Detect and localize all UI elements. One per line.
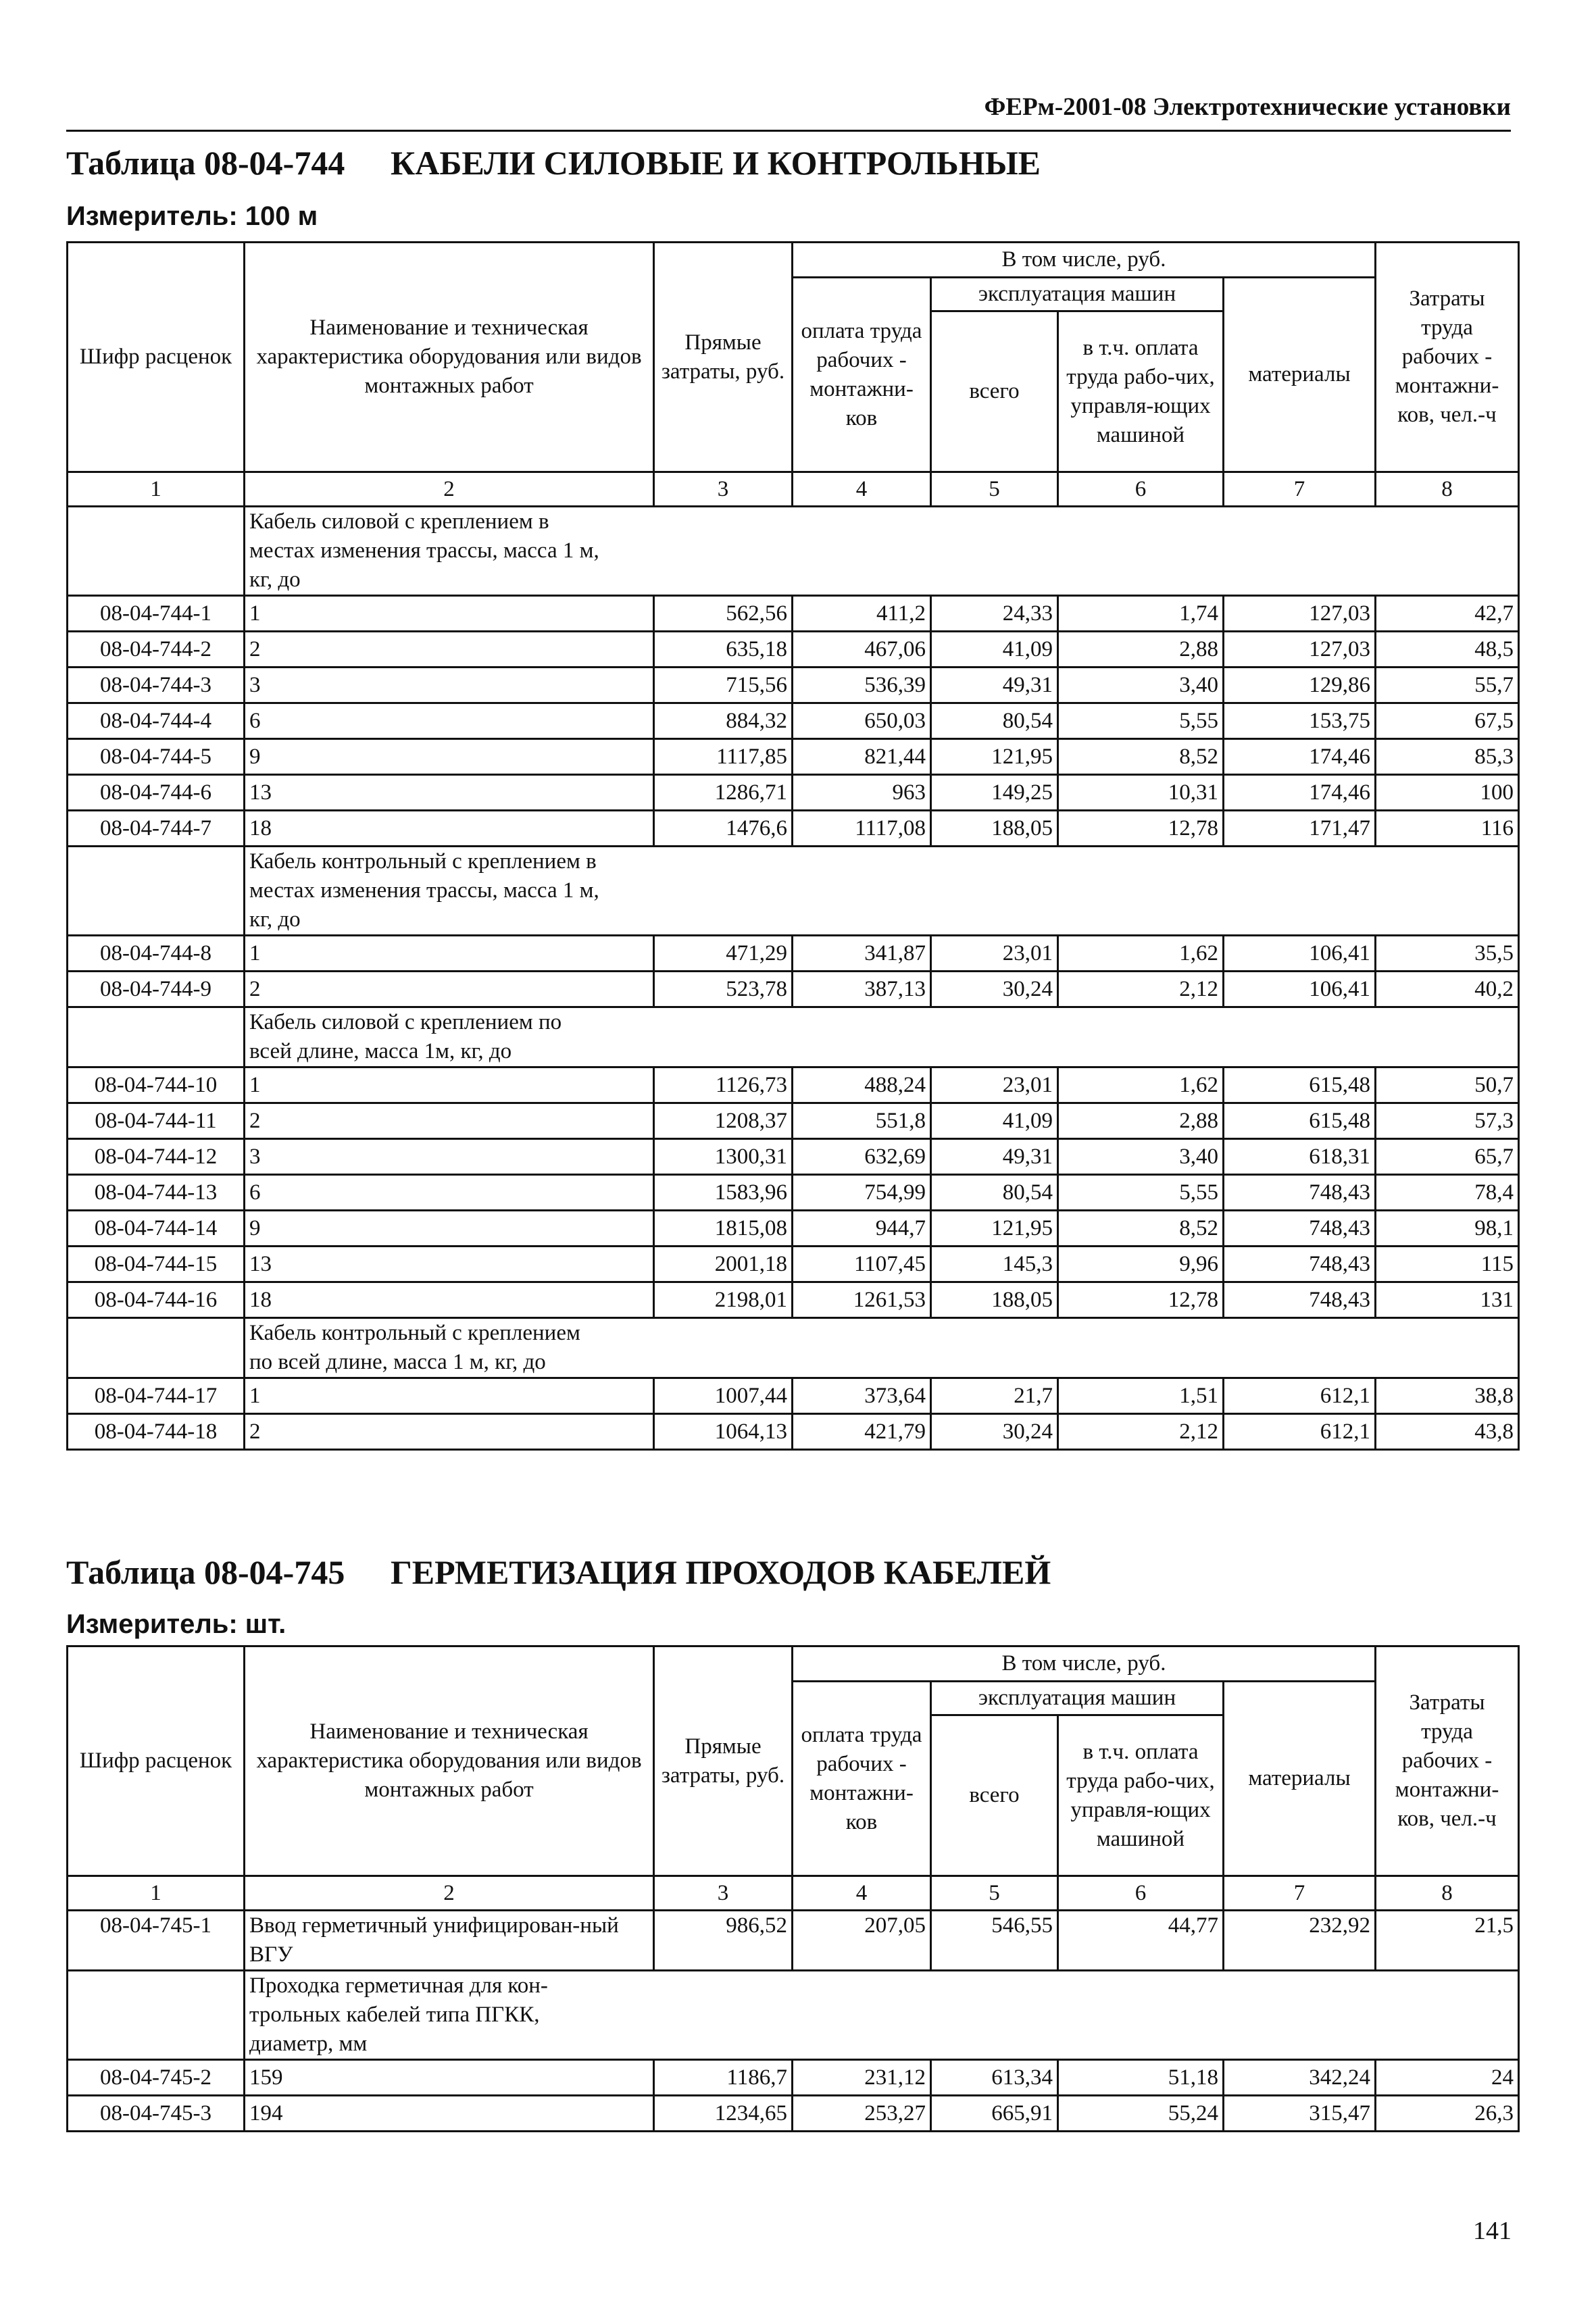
- direct-cost: 1126,73: [654, 1067, 793, 1103]
- labor-hours: 50,7: [1376, 1067, 1519, 1103]
- machines-cost: 41,09: [931, 632, 1058, 668]
- materials-cost: 748,43: [1224, 1211, 1376, 1247]
- table-row: [68, 1103, 1519, 1139]
- table-row: [68, 1282, 1519, 1318]
- labor-cost: 551,8: [793, 1103, 931, 1139]
- materials-cost: 129,86: [1224, 668, 1376, 703]
- col-mach-labor-header: в т.ч. оплата труда рабо-чих, управля-ющих машиной: [1058, 311, 1224, 472]
- col-direct-header: Прямые затраты, руб.: [654, 1646, 793, 1876]
- machines-labor-cost: 3,40: [1058, 668, 1224, 703]
- machines-cost: 24,33: [931, 596, 1058, 632]
- rate-code: 08-04-744-11: [68, 1103, 245, 1139]
- direct-cost: 1007,44: [654, 1378, 793, 1414]
- direct-cost: 471,29: [654, 936, 793, 972]
- col-num: 7: [1224, 1876, 1376, 1911]
- rate-code: 08-04-744-4: [68, 703, 245, 739]
- materials-cost: 127,03: [1224, 596, 1376, 632]
- rate-name: 6: [245, 1175, 654, 1211]
- rate-code: 08-04-744-6: [68, 775, 245, 811]
- rate-code: 08-04-744-1: [68, 596, 245, 632]
- labor-hours: 35,5: [1376, 936, 1519, 972]
- machines-cost: 665,91: [931, 2096, 1058, 2132]
- table-row: [68, 596, 1519, 632]
- labor-hours: 78,4: [1376, 1175, 1519, 1211]
- machines-cost: 30,24: [931, 972, 1058, 1007]
- rate-name: 13: [245, 1247, 654, 1282]
- rate-code: 08-04-744-7: [68, 811, 245, 847]
- table1-title: [66, 143, 1041, 182]
- rate-name: 1: [245, 936, 654, 972]
- machines-labor-cost: 12,78: [1058, 1282, 1224, 1318]
- rate-name: 13: [245, 775, 654, 811]
- col-machines-header: эксплуатация машин: [931, 278, 1224, 311]
- table-row: [68, 1378, 1519, 1414]
- col-num: 2: [245, 1876, 654, 1911]
- machines-cost: 41,09: [931, 1103, 1058, 1139]
- table-row: [68, 1414, 1519, 1450]
- labor-hours: 40,2: [1376, 972, 1519, 1007]
- labor-cost: 1107,45: [793, 1247, 931, 1282]
- rate-code: 08-04-744-18: [68, 1414, 245, 1450]
- col-name-header: Наименование и техническая характеристика оборудования или видов монтажных работ: [245, 1646, 654, 1876]
- table-row: [68, 1911, 1519, 1971]
- table-row: [68, 1067, 1519, 1103]
- materials-cost: 174,46: [1224, 775, 1376, 811]
- labor-hours: 85,3: [1376, 739, 1519, 775]
- table-row: [68, 936, 1519, 972]
- rate-name: 18: [245, 1282, 654, 1318]
- materials-cost: 174,46: [1224, 739, 1376, 775]
- materials-cost: 153,75: [1224, 703, 1376, 739]
- labor-hours: 43,8: [1376, 1414, 1519, 1450]
- materials-cost: 342,24: [1224, 2060, 1376, 2096]
- labor-cost: 421,79: [793, 1414, 931, 1450]
- labor-cost: 467,06: [793, 632, 931, 668]
- rate-code: 08-04-744-9: [68, 972, 245, 1007]
- materials-cost: 315,47: [1224, 2096, 1376, 2132]
- labor-hours: 26,3: [1376, 2096, 1519, 2132]
- rate-name: 9: [245, 1211, 654, 1247]
- group-title: [245, 1971, 1519, 2060]
- col-num: 3: [654, 472, 793, 507]
- table1-name: КАБЕЛИ СИЛОВЫЕ И КОНТРОЛЬНЫЕ: [391, 144, 1041, 182]
- direct-cost: 1476,6: [654, 811, 793, 847]
- labor-cost: 632,69: [793, 1139, 931, 1175]
- rates-table-744: [66, 241, 1520, 1451]
- labor-cost: 253,27: [793, 2096, 931, 2132]
- labor-cost: 341,87: [793, 936, 931, 972]
- rate-code: 08-04-744-14: [68, 1211, 245, 1247]
- direct-cost: 1208,37: [654, 1103, 793, 1139]
- machines-labor-cost: 55,24: [1058, 2096, 1224, 2132]
- group-header-row: [68, 847, 1519, 936]
- table-row: [68, 1247, 1519, 1282]
- col-materials-header: материалы: [1224, 278, 1376, 472]
- labor-hours: 38,8: [1376, 1378, 1519, 1414]
- rate-name: 2: [245, 632, 654, 668]
- rate-code: 08-04-744-2: [68, 632, 245, 668]
- direct-cost: 2198,01: [654, 1282, 793, 1318]
- direct-cost: 523,78: [654, 972, 793, 1007]
- col-num: 6: [1058, 472, 1224, 507]
- column-numbers-row: [68, 1876, 1519, 1911]
- table-row: [68, 703, 1519, 739]
- rate-name: 2: [245, 1414, 654, 1450]
- rate-code: 08-04-744-3: [68, 668, 245, 703]
- labor-hours: 98,1: [1376, 1211, 1519, 1247]
- group-title: [245, 1007, 1519, 1067]
- materials-cost: 748,43: [1224, 1247, 1376, 1282]
- group-title: [245, 507, 1519, 596]
- group-header-row: [68, 507, 1519, 596]
- machines-labor-cost: 5,55: [1058, 1175, 1224, 1211]
- labor-cost: 231,12: [793, 2060, 931, 2096]
- rate-name: 3: [245, 1139, 654, 1175]
- col-num: 4: [793, 472, 931, 507]
- direct-cost: 715,56: [654, 668, 793, 703]
- rate-code: 08-04-744-16: [68, 1282, 245, 1318]
- rate-name: 1: [245, 596, 654, 632]
- labor-hours: 116: [1376, 811, 1519, 847]
- direct-cost: 1300,31: [654, 1139, 793, 1175]
- direct-cost: 1234,65: [654, 2096, 793, 2132]
- materials-cost: 106,41: [1224, 936, 1376, 972]
- direct-cost: 884,32: [654, 703, 793, 739]
- rate-code: 08-04-744-8: [68, 936, 245, 972]
- labor-hours: 65,7: [1376, 1139, 1519, 1175]
- direct-cost: 2001,18: [654, 1247, 793, 1282]
- col-hours-header: Затраты труда рабочих - монтажни-ков, чел.-ч: [1376, 1646, 1519, 1876]
- labor-cost: 944,7: [793, 1211, 931, 1247]
- labor-hours: 42,7: [1376, 596, 1519, 632]
- labor-hours: 55,7: [1376, 668, 1519, 703]
- column-numbers-row: [68, 472, 1519, 507]
- group-title-text: Кабель контрольный с креплением по всей длине, масса 1 м, кг, до: [249, 1321, 580, 1374]
- rate-name: 2: [245, 1103, 654, 1139]
- rate-code: 08-04-744-5: [68, 739, 245, 775]
- labor-cost: 411,2: [793, 596, 931, 632]
- labor-cost: 1261,53: [793, 1282, 931, 1318]
- rate-name: 1: [245, 1378, 654, 1414]
- table2-number: Таблица 08-04-745: [66, 1553, 345, 1591]
- rate-name: Ввод герметичный унифицирован-ный ВГУ: [245, 1911, 654, 1971]
- labor-cost: 373,64: [793, 1378, 931, 1414]
- materials-cost: 612,1: [1224, 1414, 1376, 1450]
- machines-labor-cost: 51,18: [1058, 2060, 1224, 2096]
- table-row: [68, 739, 1519, 775]
- labor-cost: 536,39: [793, 668, 931, 703]
- col-num: 5: [931, 472, 1058, 507]
- labor-cost: 754,99: [793, 1175, 931, 1211]
- group-title: [245, 847, 1519, 936]
- materials-cost: 106,41: [1224, 972, 1376, 1007]
- machines-cost: 188,05: [931, 1282, 1058, 1318]
- group-header-row: [68, 1007, 1519, 1067]
- table-row: [68, 1211, 1519, 1247]
- machines-labor-cost: 1,62: [1058, 1067, 1224, 1103]
- col-mach-labor-header: в т.ч. оплата труда рабо-чих, управля-ющих машиной: [1058, 1715, 1224, 1876]
- table2-name: ГЕРМЕТИЗАЦИЯ ПРОХОДОВ КАБЕЛЕЙ: [391, 1553, 1051, 1591]
- table-row: [68, 2060, 1519, 2096]
- table-row: [68, 811, 1519, 847]
- rates-table-745: [66, 1645, 1520, 2132]
- labor-cost: 963: [793, 775, 931, 811]
- direct-cost: 562,56: [654, 596, 793, 632]
- machines-cost: 613,34: [931, 2060, 1058, 2096]
- group-spacer: [68, 847, 245, 936]
- group-title-text: Кабель силовой с креплением в местах изменения трассы, масса 1 м, кг, до: [249, 509, 599, 592]
- col-num: 5: [931, 1876, 1058, 1911]
- rate-code: 08-04-744-13: [68, 1175, 245, 1211]
- table-row: [68, 1139, 1519, 1175]
- materials-cost: 127,03: [1224, 632, 1376, 668]
- group-spacer: [68, 1007, 245, 1067]
- labor-hours: 21,5: [1376, 1911, 1519, 1971]
- col-including-header: В том числе, руб.: [793, 1646, 1376, 1682]
- col-machines-header: эксплуатация машин: [931, 1682, 1224, 1715]
- materials-cost: 171,47: [1224, 811, 1376, 847]
- col-materials-header: материалы: [1224, 1682, 1376, 1876]
- rate-name: 194: [245, 2096, 654, 2132]
- machines-cost: 121,95: [931, 739, 1058, 775]
- col-num: 2: [245, 472, 654, 507]
- labor-hours: 67,5: [1376, 703, 1519, 739]
- col-labor-header: оплата труда рабочих - монтажни-ков: [793, 278, 931, 472]
- col-mach-total-header: всего: [931, 311, 1058, 472]
- materials-cost: 232,92: [1224, 1911, 1376, 1971]
- direct-cost: 1286,71: [654, 775, 793, 811]
- rate-code: 08-04-745-1: [68, 1911, 245, 1971]
- rate-name: 6: [245, 703, 654, 739]
- group-title-text: Проходка герметичная для кон-трольных кабелей типа ПГКК, диаметр, мм: [249, 1973, 548, 2056]
- machines-labor-cost: 8,52: [1058, 739, 1224, 775]
- table-row: [68, 972, 1519, 1007]
- labor-hours: 131: [1376, 1282, 1519, 1318]
- machines-cost: 30,24: [931, 1414, 1058, 1450]
- rate-code: 08-04-744-12: [68, 1139, 245, 1175]
- materials-cost: 748,43: [1224, 1282, 1376, 1318]
- machines-labor-cost: 5,55: [1058, 703, 1224, 739]
- machines-cost: 49,31: [931, 668, 1058, 703]
- col-num: 1: [68, 1876, 245, 1911]
- rate-name: 1: [245, 1067, 654, 1103]
- table-row: [68, 668, 1519, 703]
- running-header: ФЕРм-2001-08 Электротехнические установки: [66, 89, 1511, 132]
- labor-hours: 100: [1376, 775, 1519, 811]
- table-row: [68, 1175, 1519, 1211]
- labor-cost: 821,44: [793, 739, 931, 775]
- group-header-row: [68, 1318, 1519, 1378]
- machines-cost: 80,54: [931, 1175, 1058, 1211]
- direct-cost: 635,18: [654, 632, 793, 668]
- col-hours-header: Затраты труда рабочих - монтажни-ков, чел.-ч: [1376, 243, 1519, 472]
- col-num: 8: [1376, 472, 1519, 507]
- table1-number: Таблица 08-04-744: [66, 144, 345, 182]
- rate-name: 159: [245, 2060, 654, 2096]
- group-spacer: [68, 507, 245, 596]
- col-including-header: В том числе, руб.: [793, 243, 1376, 278]
- table-row: [68, 2096, 1519, 2132]
- group-header-row: [68, 1971, 1519, 2060]
- direct-cost: 1815,08: [654, 1211, 793, 1247]
- labor-cost: 387,13: [793, 972, 931, 1007]
- machines-cost: 149,25: [931, 775, 1058, 811]
- direct-cost: 1583,96: [654, 1175, 793, 1211]
- materials-cost: 618,31: [1224, 1139, 1376, 1175]
- rate-name: 2: [245, 972, 654, 1007]
- page-number: 141: [1473, 2217, 1512, 2245]
- direct-cost: 1064,13: [654, 1414, 793, 1450]
- rate-code: 08-04-745-2: [68, 2060, 245, 2096]
- machines-cost: 49,31: [931, 1139, 1058, 1175]
- col-num: 6: [1058, 1876, 1224, 1911]
- machines-labor-cost: 1,62: [1058, 936, 1224, 972]
- machines-labor-cost: 8,52: [1058, 1211, 1224, 1247]
- col-mach-total-header: всего: [931, 1715, 1058, 1876]
- machines-cost: 80,54: [931, 703, 1058, 739]
- table-row: [68, 775, 1519, 811]
- direct-cost: 1186,7: [654, 2060, 793, 2096]
- col-labor-header: оплата труда рабочих - монтажни-ков: [793, 1682, 931, 1876]
- col-num: 8: [1376, 1876, 1519, 1911]
- materials-cost: 615,48: [1224, 1103, 1376, 1139]
- labor-hours: 24: [1376, 2060, 1519, 2096]
- group-title-text: Кабель силовой с креплением по всей длине, масса 1м, кг, до: [249, 1010, 562, 1063]
- rate-name: 9: [245, 739, 654, 775]
- table2-unit: Измеритель: шт.: [66, 1609, 286, 1639]
- labor-cost: 207,05: [793, 1911, 931, 1971]
- rate-code: 08-04-744-10: [68, 1067, 245, 1103]
- machines-labor-cost: 3,40: [1058, 1139, 1224, 1175]
- machines-labor-cost: 10,31: [1058, 775, 1224, 811]
- table-row: [68, 632, 1519, 668]
- machines-cost: 23,01: [931, 936, 1058, 972]
- col-num: 3: [654, 1876, 793, 1911]
- materials-cost: 615,48: [1224, 1067, 1376, 1103]
- rate-name: 3: [245, 668, 654, 703]
- group-spacer: [68, 1971, 245, 2060]
- machines-cost: 145,3: [931, 1247, 1058, 1282]
- machines-cost: 121,95: [931, 1211, 1058, 1247]
- col-num: 1: [68, 472, 245, 507]
- col-code-header: Шифр расценок: [68, 243, 245, 472]
- col-code-header: Шифр расценок: [68, 1646, 245, 1876]
- machines-labor-cost: 2,12: [1058, 1414, 1224, 1450]
- materials-cost: 612,1: [1224, 1378, 1376, 1414]
- labor-hours: 115: [1376, 1247, 1519, 1282]
- materials-cost: 748,43: [1224, 1175, 1376, 1211]
- col-num: 4: [793, 1876, 931, 1911]
- table2-title: [66, 1553, 1051, 1592]
- col-direct-header: Прямые затраты, руб.: [654, 243, 793, 472]
- machines-cost: 23,01: [931, 1067, 1058, 1103]
- direct-cost: 986,52: [654, 1911, 793, 1971]
- rate-code: 08-04-744-15: [68, 1247, 245, 1282]
- direct-cost: 1117,85: [654, 739, 793, 775]
- group-spacer: [68, 1318, 245, 1378]
- group-title-text: Кабель контрольный с креплением в местах изменения трассы, масса 1 м, кг, до: [249, 849, 599, 932]
- rate-code: 08-04-744-17: [68, 1378, 245, 1414]
- labor-cost: 488,24: [793, 1067, 931, 1103]
- machines-labor-cost: 2,12: [1058, 972, 1224, 1007]
- machines-labor-cost: 2,88: [1058, 632, 1224, 668]
- machines-labor-cost: 12,78: [1058, 811, 1224, 847]
- group-title: [245, 1318, 1519, 1378]
- col-num: 7: [1224, 472, 1376, 507]
- machines-labor-cost: 2,88: [1058, 1103, 1224, 1139]
- table1-unit: Измеритель: 100 м: [66, 201, 318, 231]
- machines-labor-cost: 1,74: [1058, 596, 1224, 632]
- labor-cost: 650,03: [793, 703, 931, 739]
- machines-labor-cost: 44,77: [1058, 1911, 1224, 1971]
- machines-cost: 546,55: [931, 1911, 1058, 1971]
- col-name-header: Наименование и техническая характеристика оборудования или видов монтажных работ: [245, 243, 654, 472]
- rate-code: 08-04-745-3: [68, 2096, 245, 2132]
- labor-hours: 57,3: [1376, 1103, 1519, 1139]
- machines-labor-cost: 9,96: [1058, 1247, 1224, 1282]
- machines-cost: 188,05: [931, 811, 1058, 847]
- rate-name: 18: [245, 811, 654, 847]
- machines-labor-cost: 1,51: [1058, 1378, 1224, 1414]
- labor-cost: 1117,08: [793, 811, 931, 847]
- labor-hours: 48,5: [1376, 632, 1519, 668]
- machines-cost: 21,7: [931, 1378, 1058, 1414]
